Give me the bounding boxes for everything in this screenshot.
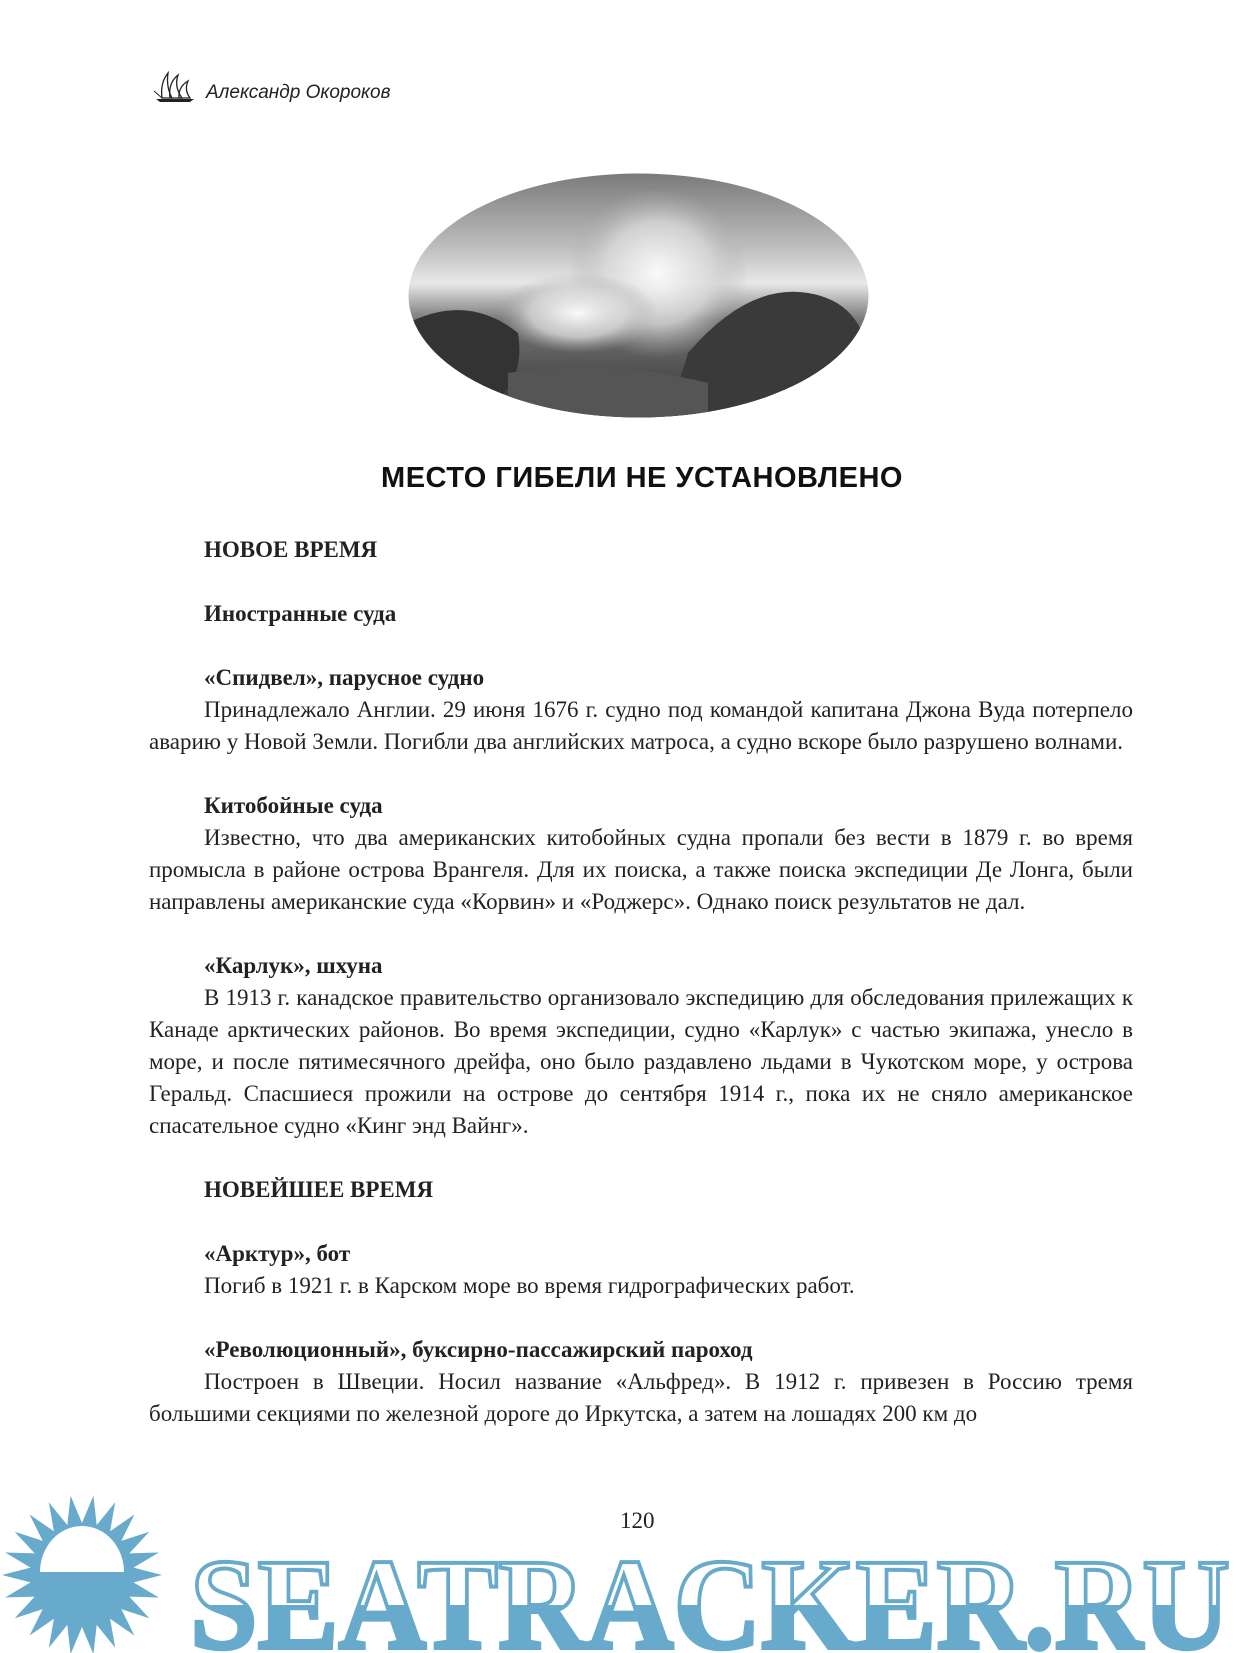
page-body: [149, 534, 1133, 1430]
section-heading: «Спидвел», парусное судно: [204, 665, 485, 690]
section-heading: «Арктур», бот: [204, 1241, 351, 1266]
sun-icon: [2, 1496, 162, 1653]
running-header: [152, 68, 391, 104]
sea-waves-photo: [408, 173, 869, 418]
paragraph: В 1913 г. канадское правительство организовало экспедицию для обследования прилежащих к Канаде арктических районов. Во время экспедиции, судно «Карлук» с частью экипажа, унесло в море, и после пятимесячного дрейфа, оно было раздавлено льдами в Чукотском море, у острова Геральд. Спасшиеся прожили на острове до сентября 1914 г., пока их не сняло американское спасательное судно «Кинг энд Вайнг».: [149, 985, 1133, 1138]
section-heading: Иностранные суда: [204, 601, 397, 626]
section-heading: НОВОЕ ВРЕМЯ: [204, 537, 378, 562]
section-heading: «Карлук», шхуна: [204, 953, 383, 978]
paragraph: Построен в Швеции. Носил название «Альфред». В 1912 г. привезен в Россию тремя большими секциями по железной дороге до Иркутска, а затем на лошадях 200 км до: [149, 1369, 1133, 1426]
paragraph: Известно, что два американских китобойных судна пропали без вести в 1879 г. во время промысла в районе острова Врангеля. Для их поиска, а также поиска экспедиции Де Лонга, были направлены американские суда «Корвин» и «Роджерс». Однако поиск результатов не дал.: [149, 825, 1133, 914]
section-heading: НОВЕЙШЕЕ ВРЕМЯ: [204, 1177, 434, 1202]
paragraph: Принадлежало Англии. 29 июня 1676 г. судно под командой капитана Джона Вуда потерпело аварию у Новой Земли. Погибли два английских матроса, а судно вскоре было разрушено волнами.: [149, 697, 1133, 754]
author-name: Александр Окороков: [206, 82, 391, 103]
section-heading: Китобойные суда: [204, 793, 383, 818]
paragraph: Погиб в 1921 г. в Карском море во время гидрографических работ.: [204, 1273, 855, 1298]
section-heading: «Революционный», буксирно-пассажирский пароход: [204, 1337, 753, 1362]
chapter-title: МЕСТО ГИБЕЛИ НЕ УСТАНОВЛЕНО: [381, 462, 903, 494]
sailing-ship-icon: [152, 69, 196, 103]
page-number: 120: [620, 1508, 655, 1533]
watermark-text: SEATRACKER.RU: [190, 1533, 1230, 1653]
